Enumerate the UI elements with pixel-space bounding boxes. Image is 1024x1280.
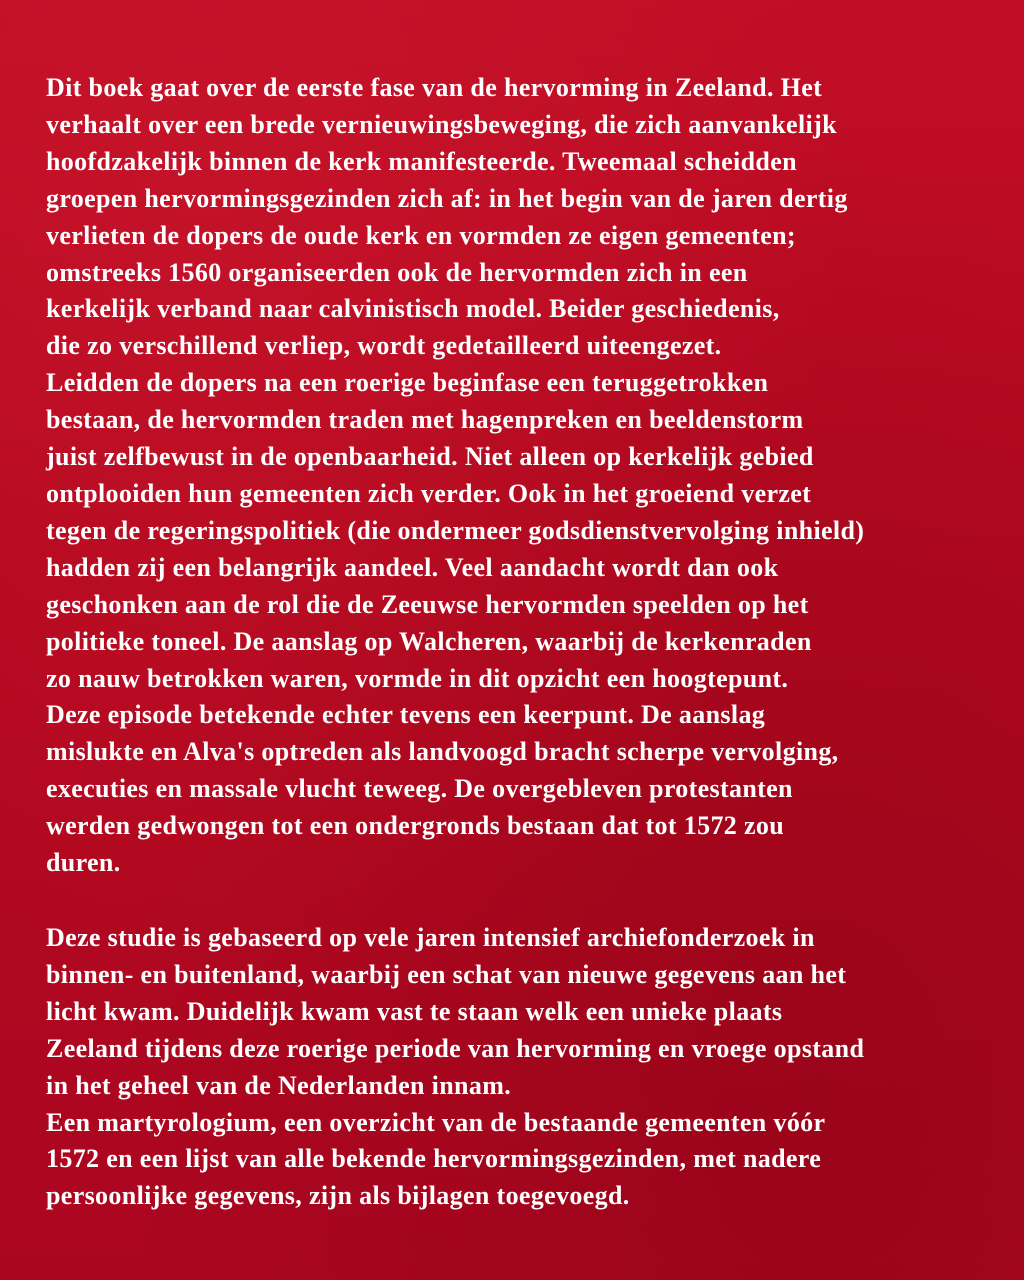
text-line: ontplooiden hun gemeenten zich verder. Ook in het groeiend verzet <box>46 478 812 508</box>
text-line: in het geheel van de Nederlanden innam. <box>46 1070 512 1100</box>
text-line: werden gedwongen tot een ondergronds bestaan dat tot 1572 zou <box>46 811 785 841</box>
text-line: die zo verschillend verliep, wordt gedetailleerd uiteengezet. <box>46 331 722 361</box>
text-line: bestaan, de hervormden traden met hagenpreken en beeldenstorm <box>46 405 804 435</box>
text-line: omstreeks 1560 organiseerden ook de hervormden zich in een <box>46 257 748 287</box>
text-line: Leidden de dopers na een roerige beginfase een teruggetrokken <box>46 368 769 398</box>
text-line: zo nauw betrokken waren, vormde in dit opzicht een hoogtepunt. <box>46 663 789 693</box>
text-line: juist zelfbewust in de openbaarheid. Niet alleen op kerkelijk gebied <box>46 442 814 472</box>
text-line: mislukte en Alva's optreden als landvoogd bracht scherpe vervolging, <box>46 737 839 767</box>
text-line: Zeeland tijdens deze roerige periode van hervorming en vroege opstand <box>46 1033 865 1063</box>
text-line: verhaalt over een brede vernieuwingsbeweging, die zich aanvankelijk <box>46 109 837 139</box>
description-paragraph-2 <box>46 920 996 1215</box>
text-line: tegen de regeringspolitiek (die ondermeer godsdienstvervolging inhield) <box>46 515 865 545</box>
text-line: licht kwam. Duidelijk kwam vast te staan welk een unieke plaats <box>46 996 783 1026</box>
text-line: politieke toneel. De aanslag op Walcheren, waarbij de kerkenraden <box>46 626 812 656</box>
text-line: executies en massale vlucht teweeg. De overgebleven protestanten <box>46 774 793 804</box>
description-paragraph-1 <box>46 70 996 882</box>
text-line: verlieten de dopers de oude kerk en vormden ze eigen gemeenten; <box>46 220 796 250</box>
text-line: duren. <box>46 848 121 878</box>
text-line: persoonlijke gegevens, zijn als bijlagen toegevoegd. <box>46 1181 630 1211</box>
text-line: hadden zij een belangrijk aandeel. Veel aandacht wordt dan ook <box>46 552 779 582</box>
text-line: Dit boek gaat over de eerste fase van de hervorming in Zeeland. Het <box>46 73 823 102</box>
text-line: Deze studie is gebaseerd op vele jaren intensief archiefonderzoek in <box>46 923 815 952</box>
text-line: kerkelijk verband naar calvinistisch model. Beider geschiedenis, <box>46 294 780 324</box>
text-line: Een martyrologium, een overzicht van de bestaande gemeenten vóór <box>46 1107 826 1137</box>
text-line: geschonken aan de rol die de Zeeuwse hervormden speelden op het <box>46 589 809 619</box>
text-line: groepen hervormingsgezinden zich af: in het begin van de jaren dertig <box>46 183 848 213</box>
text-line: Deze episode betekende echter tevens een keerpunt. De aanslag <box>46 700 766 730</box>
text-line: 1572 en een lijst van alle bekende hervormingsgezinden, met nadere <box>46 1144 822 1174</box>
text-line: binnen- en buitenland, waarbij een schat van nieuwe gegevens aan het <box>46 959 847 989</box>
text-line: hoofdzakelijk binnen de kerk manifesteerde. Tweemaal scheidden <box>46 146 797 176</box>
